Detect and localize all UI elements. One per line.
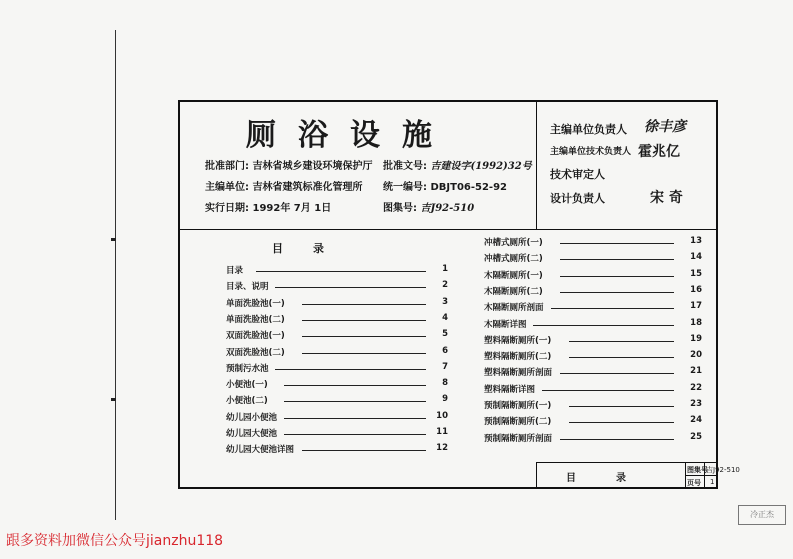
effective-date	[205, 199, 331, 214]
drawing-set	[383, 199, 474, 214]
page-label: 页号	[687, 479, 701, 487]
toc-item-label: 木隔断详图	[484, 319, 527, 330]
toc-item-page: 21	[690, 366, 702, 377]
toc-item	[484, 432, 708, 446]
toc-item	[484, 350, 708, 364]
toc-item	[226, 313, 454, 327]
toc-item	[484, 236, 708, 250]
toc-item-page: 24	[690, 415, 702, 426]
toc-item-page: 7	[442, 361, 448, 372]
toc-item-label: 塑料隔断厕所剖面	[484, 368, 553, 379]
edge-tick	[111, 238, 116, 241]
toc-item-label: 单面洗脸池(一)	[226, 298, 285, 309]
toc-item	[484, 366, 708, 380]
toc-item	[226, 297, 454, 311]
toc-item	[226, 264, 454, 278]
toc-item-page: 14	[690, 252, 702, 263]
drawing-set-value: 吉J92-510	[420, 203, 475, 214]
toc-item-page: 4	[442, 312, 448, 323]
toc-item-page: 1	[442, 264, 448, 274]
toc-item	[226, 346, 454, 360]
toc-leader-line	[560, 292, 674, 293]
toc-item-page: 19	[690, 333, 702, 344]
toc-leader-line	[302, 320, 426, 321]
toc-item-label: 木隔断厕所剖面	[484, 303, 544, 314]
approve-doc	[383, 157, 532, 172]
toc-item-page: 15	[690, 268, 702, 279]
signature-row	[550, 166, 605, 182]
toc-leader-line	[560, 373, 674, 374]
toc-item-page: 11	[436, 427, 448, 437]
toc-item-label: 幼儿园大便池详图	[226, 445, 295, 456]
toc-item-label: 木隔断厕所(一)	[484, 270, 543, 281]
std-number-label: 统一编号:	[383, 182, 427, 193]
toc-item-label: 预制隔断厕所(一)	[484, 401, 552, 411]
footer-split-line	[685, 475, 717, 476]
stamp: 冷正杰	[738, 505, 786, 525]
toc-item	[484, 301, 708, 315]
editor-unit-value: 吉林省建筑标准化管理所	[252, 182, 363, 193]
approve-doc-value: 吉建设字(1992)32号	[430, 161, 532, 172]
toc-heading: 目录	[272, 242, 354, 255]
toc-leader-line	[569, 406, 674, 407]
toc-leader-line	[302, 304, 426, 305]
footer-left-line	[536, 462, 537, 488]
document-title: 厕浴设施	[246, 118, 454, 153]
toc-item-label: 幼儿园大便池	[226, 429, 278, 439]
signature-divider	[536, 101, 537, 229]
page-value: 1	[710, 478, 715, 486]
toc-item-label: 预制隔断厕所剖面	[484, 433, 553, 444]
signature-label: 设计负责人	[550, 192, 605, 205]
toc-item-label: 木隔断厕所(二)	[484, 286, 543, 297]
toc-item-label: 双面洗脸池(二)	[226, 347, 285, 358]
toc-item-page: 3	[442, 296, 448, 307]
toc-item-label: 塑料隔断厕所(一)	[484, 335, 552, 346]
toc-leader-line	[560, 243, 674, 244]
toc-item	[226, 280, 454, 294]
toc-leader-line	[560, 259, 674, 260]
toc-item-page: 2	[442, 280, 448, 291]
toc-item-page: 23	[690, 399, 702, 409]
toc-leader-line	[284, 418, 426, 419]
toc-leader-line	[275, 369, 426, 370]
footer-title: 目录	[566, 473, 666, 484]
effective-date-value: 1992年 7月 1日	[252, 203, 332, 214]
signature-name: 宋 奇	[650, 190, 683, 206]
toc-item	[484, 269, 708, 283]
toc-item	[484, 399, 708, 413]
toc-item	[226, 362, 454, 376]
toc-leader-line	[275, 287, 426, 288]
toc-item-label: 目录	[226, 266, 244, 276]
toc-item	[226, 411, 454, 425]
toc-item-label: 目录、说明	[226, 282, 269, 293]
toc-item	[226, 394, 454, 408]
toc-item	[484, 285, 708, 299]
binding-edge-line	[115, 30, 116, 520]
toc-item	[484, 383, 708, 397]
toc-item	[484, 318, 708, 332]
approve-dept-value: 吉林省城乡建设环境保护厅	[252, 161, 373, 172]
footer-top-line	[536, 462, 717, 463]
toc-item-page: 22	[690, 382, 702, 393]
toc-item	[226, 443, 454, 457]
toc-item-label: 冲槽式厕所(二)	[484, 254, 543, 265]
editor-unit-label: 主编单位:	[205, 182, 249, 193]
toc-item	[226, 378, 454, 392]
toc-item-label: 小便池(二)	[226, 396, 268, 407]
signature-name: 霍兆亿	[638, 144, 680, 160]
toc-item	[484, 252, 708, 266]
signature-label: 技术审定人	[550, 168, 605, 181]
signature-name: 徐丰彦	[644, 119, 686, 135]
signature-label: 主编单位技术负责人	[550, 147, 632, 157]
toc-item-label: 小便池(一)	[226, 380, 268, 391]
effective-date-label: 实行日期:	[205, 203, 249, 214]
toc-item-page: 17	[690, 301, 702, 312]
toc-item-page: 6	[442, 345, 448, 356]
toc-leader-line	[533, 325, 674, 326]
toc-leader-line	[284, 434, 426, 435]
watermark: 跟多资料加微信公众号jianzhu118	[6, 533, 224, 549]
toc-leader-line	[302, 450, 426, 451]
toc-leader-line	[302, 353, 426, 354]
toc-item-page: 20	[690, 350, 702, 361]
signature-row	[550, 190, 605, 206]
edge-tick	[111, 398, 116, 401]
approve-dept-label: 批准部门:	[205, 161, 249, 172]
toc-item-page: 10	[436, 410, 448, 421]
toc-item-page: 25	[690, 431, 702, 442]
toc-item-page: 8	[442, 378, 448, 389]
toc-item	[484, 415, 708, 429]
toc-leader-line	[256, 271, 426, 272]
toc-item-page: 13	[690, 236, 702, 246]
signature-row	[550, 144, 631, 157]
editor-unit	[205, 178, 362, 193]
toc-item-label: 塑料隔断厕所(二)	[484, 352, 552, 363]
toc-item	[226, 427, 454, 441]
std-number-value: DBJT06-52-92	[430, 182, 507, 193]
toc-item-page: 16	[690, 284, 702, 295]
atlas-value: 吉J92-510	[706, 466, 740, 474]
toc-item	[484, 334, 708, 348]
toc-item-page: 18	[690, 317, 702, 328]
toc-item-label: 幼儿园小便池	[226, 412, 278, 423]
approve-dept	[205, 157, 372, 172]
drawing-set-label: 图集号:	[383, 203, 417, 214]
toc-item-label: 冲槽式厕所(一)	[484, 238, 543, 248]
toc-leader-line	[560, 276, 674, 277]
approve-doc-label: 批准文号:	[383, 161, 427, 172]
toc-item-page: 12	[436, 443, 448, 454]
atlas-label: 图集号	[687, 466, 708, 474]
toc-leader-line	[569, 357, 674, 358]
toc-item-page: 9	[442, 394, 448, 405]
toc-leader-line	[569, 422, 674, 423]
toc-item-label: 单面洗脸池(二)	[226, 314, 285, 325]
signature-label: 主编单位负责人	[550, 123, 627, 136]
std-number	[383, 178, 507, 193]
toc-item	[226, 329, 454, 343]
header-divider	[179, 229, 717, 230]
toc-leader-line	[560, 439, 674, 440]
signature-row	[550, 121, 627, 137]
toc-item-label: 双面洗脸池(一)	[226, 331, 285, 342]
toc-leader-line	[284, 385, 426, 386]
toc-item-label: 预制污水池	[226, 363, 269, 374]
toc-leader-line	[542, 390, 674, 391]
toc-item-label: 预制隔断厕所(二)	[484, 417, 552, 428]
toc-leader-line	[284, 401, 426, 402]
toc-leader-line	[302, 336, 426, 337]
toc-item-page: 5	[442, 329, 448, 340]
toc-item-label: 塑料隔断详图	[484, 384, 536, 395]
toc-leader-line	[569, 341, 674, 342]
toc-leader-line	[551, 308, 674, 309]
